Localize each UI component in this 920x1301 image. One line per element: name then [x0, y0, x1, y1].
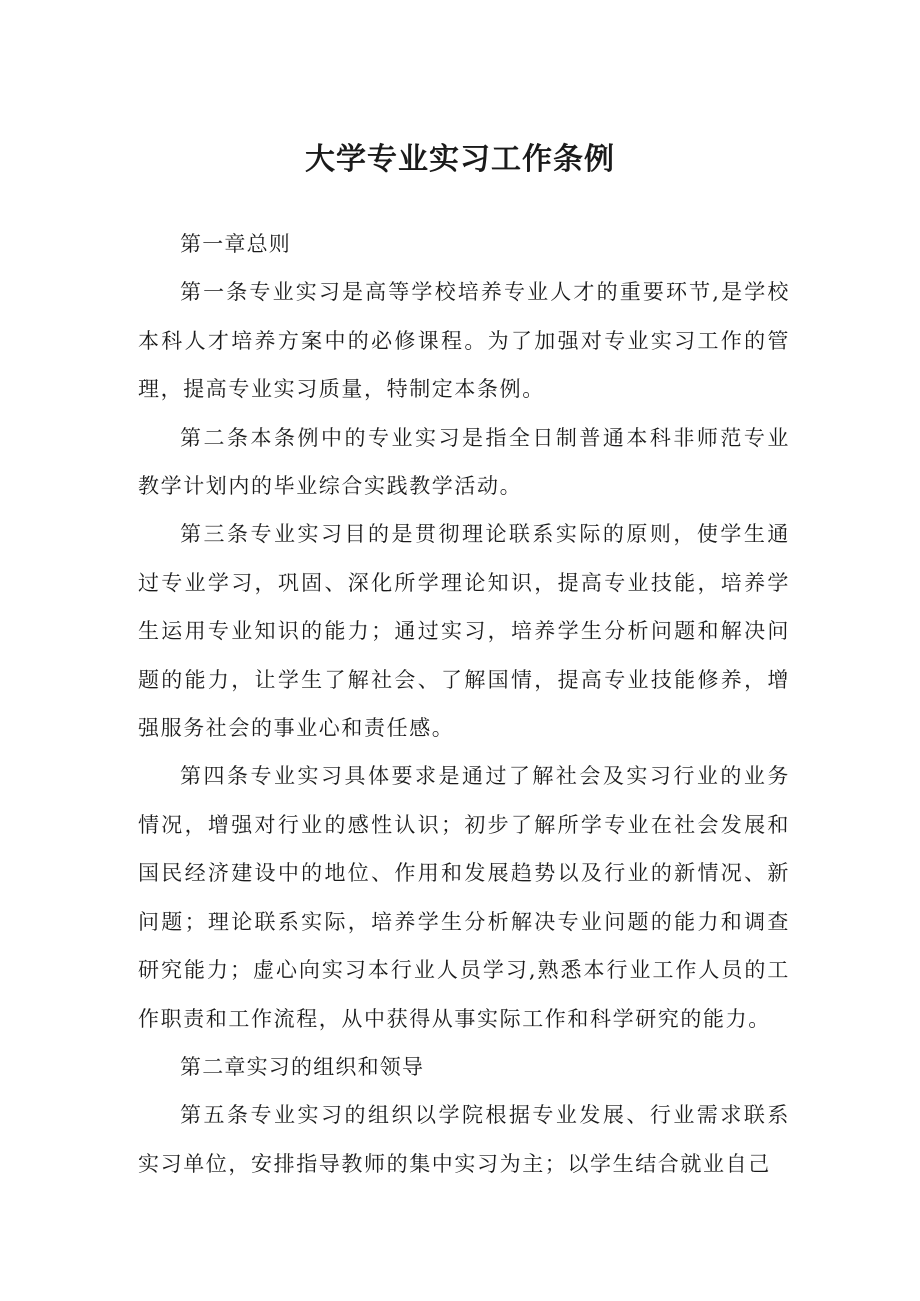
article-1-paragraph: 第一条专业实习是高等学校培养专业人才的重要环节,是学校本科人才培养方案中的必修课程。为了加强对专业实习工作的管理，提高专业实习质量，特制定本条例。 — [138, 280, 790, 402]
article-3-paragraph: 第三条专业实习目的是贯彻理论联系实际的原则，使学生通过专业学习，巩固、深化所学理论知识，提高专业技能，培养学生运用专业知识的能力；通过实习，培养学生分析问题和解决问题的能力，让学生了解社会、了解国情，提高专业技能修养，增强服务社会的事业心和责任感。 — [138, 522, 790, 741]
document-body — [138, 220, 790, 1188]
article-5-paragraph: 第五条专业实习的组织以学院根据专业发展、行业需求联系实习单位，安排指导教师的集中实习为主；以学生结合就业自己 — [138, 1103, 790, 1176]
article-4-paragraph: 第四条专业实习具体要求是通过了解社会及实习行业的业务情况，增强对行业的感性认识；初步了解所学专业在社会发展和国民经济建设中的地位、作用和发展趋势以及行业的新情况、新问题；理论联系实际，培养学生分析解决专业问题的能力和调查研究能力；虚心向实习本行业人员学习,熟悉本行业工作人员的工作职责和工作流程，从中获得从事实际工作和科学研究的能力。 — [138, 764, 790, 1031]
article-2-paragraph: 第二条本条例中的专业实习是指全日制普通本科非师范专业教学计划内的毕业综合实践教学活动。 — [138, 425, 790, 499]
chapter-heading-1: 第一章总则 — [180, 232, 291, 256]
chapter-heading-2: 第二章实习的组织和领导 — [180, 1054, 425, 1079]
document-title: 大学专业实习工作条例 — [305, 142, 615, 177]
